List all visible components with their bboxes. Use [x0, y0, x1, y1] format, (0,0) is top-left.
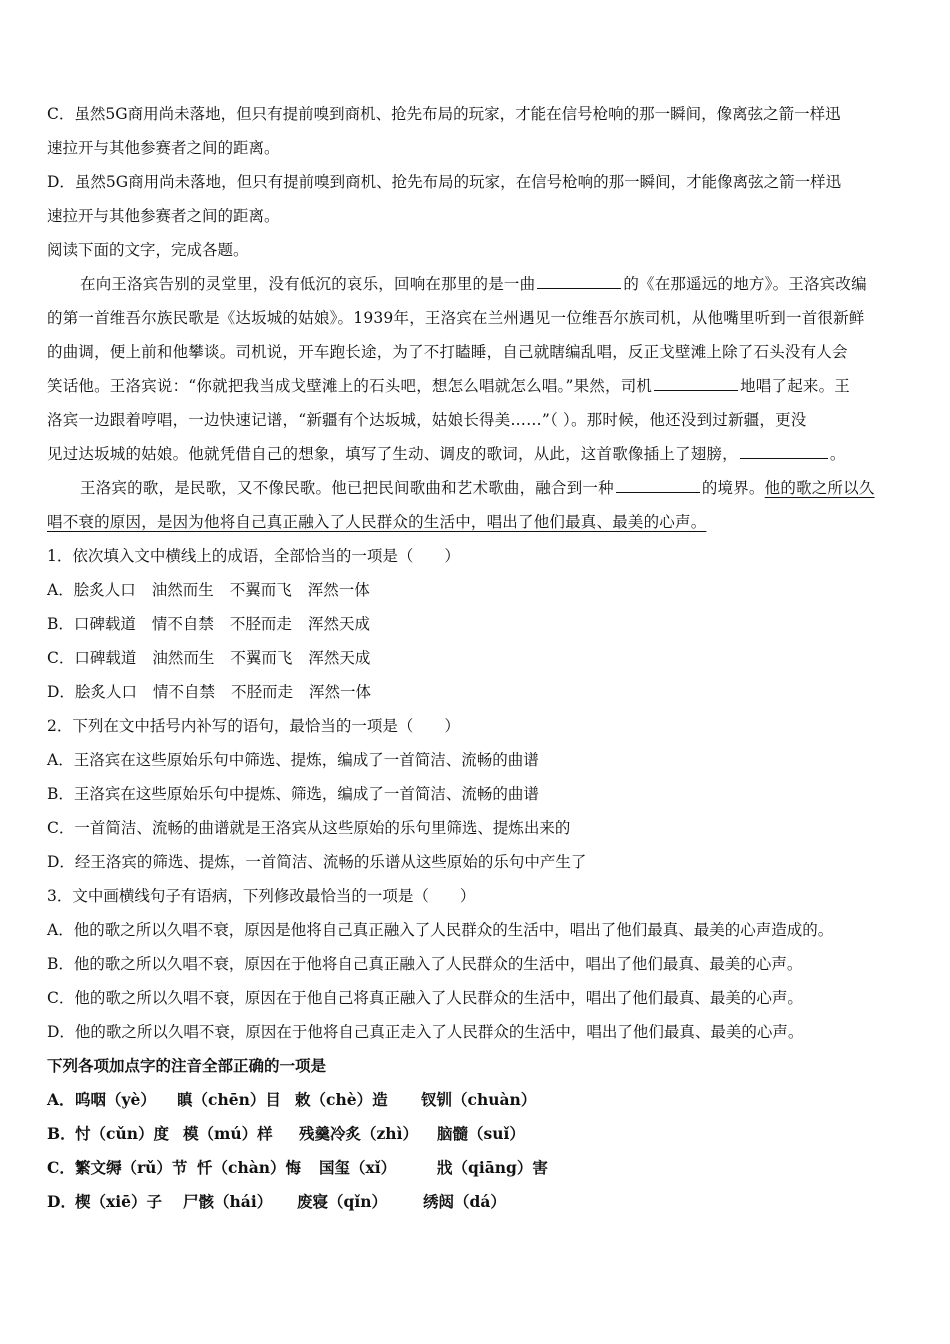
pinyin-option-c[interactable] — [47, 1151, 905, 1185]
option-item: 口碑载道 — [74, 649, 137, 667]
option-item: 国玺（xǐ） — [319, 1158, 397, 1177]
fill-blank-4 — [616, 474, 700, 493]
prev-option-c-line2: 速拉开与其他参赛者之间的距离。 — [47, 139, 280, 157]
option-item: 繁文缛（rǔ）节 — [75, 1158, 188, 1177]
fill-blank-1 — [537, 270, 621, 289]
option-label: D． — [47, 683, 75, 701]
option-label: B． — [47, 1124, 76, 1143]
option-item: 浑然天成 — [308, 649, 371, 667]
option-item: 忏（chàn）悔 — [197, 1158, 302, 1177]
option-item: 口碑载道 — [73, 615, 136, 633]
passage-p2-line2 — [47, 505, 905, 539]
reading-intro: 阅读下面的文字，完成各题。 — [47, 241, 249, 259]
option-item: 尸骸（hái） — [183, 1192, 273, 1211]
option-item: 钗钏（chuàn） — [421, 1090, 537, 1109]
q2-option-a[interactable]: A．王洛宾在这些原始乐句中筛选、提炼，编成了一首简洁、流畅的曲谱 — [47, 751, 539, 769]
q3-option-b[interactable]: B．他的歌之所以久唱不衰，原因在于他将自己真正融入了人民群众的生活中，唱出了他们最真、最美的心声。 — [47, 955, 803, 973]
option-label: A． — [47, 581, 74, 599]
prev-option-d-line2: 速拉开与其他参赛者之间的距离。 — [47, 207, 280, 225]
q2-option-d[interactable]: D．经王洛宾的筛选、提炼，一首简洁、流畅的乐谱从这些原始的乐句中产生了 — [47, 853, 587, 871]
option-label: A． — [47, 1090, 75, 1109]
q1-option-d[interactable] — [47, 675, 905, 709]
option-item: 敕（chè）造 — [295, 1090, 388, 1109]
pinyin-q-stem: 下列各项加点字的注音全部正确的一项是 — [47, 1056, 327, 1075]
q3-option-d[interactable]: D．他的歌之所以久唱不衰，原因在于他将自己真正走入了人民群众的生活中，唱出了他们最真、最美的心声。 — [47, 1023, 804, 1041]
underlined-sentence: 他的歌之所以久 — [764, 479, 875, 497]
q2-option-c[interactable]: C．一首简洁、流畅的曲谱就是王洛宾从这些原始的乐句里筛选、提炼出来的 — [47, 819, 571, 837]
prev-option-c-line1: C．虽然5G商用尚未落地，但只有提前嗅到商机、抢先布局的玩家，才能在信号枪响的那一瞬间，像离弦之箭一样迅 — [47, 105, 841, 123]
q1-option-a[interactable] — [47, 573, 905, 607]
option-label: B． — [47, 615, 74, 633]
option-item: 脑髓（suǐ） — [437, 1124, 525, 1143]
option-item: 废寝（qǐn） — [297, 1192, 387, 1211]
passage-p2-line1 — [47, 471, 905, 505]
passage-text: 在向王洛宾告别的灵堂里，没有低沉的哀乐，回响在那里的是一曲 — [80, 275, 536, 293]
option-item: 浑然天成 — [307, 615, 370, 633]
pinyin-option-a[interactable] — [47, 1083, 905, 1117]
q1-option-b[interactable] — [47, 607, 905, 641]
option-item: 浑然一体 — [308, 683, 371, 701]
passage-text: 的境界。 — [701, 479, 765, 497]
option-item: 残羹冷炙（zhì） — [299, 1124, 418, 1143]
passage-p1-line2: 的第一首维吾尔族民歌是《达坂城的姑娘》。1939年，王洛宾在兰州遇见一位维吾尔族司机，从他嘴里听到一首很新鲜 — [47, 309, 865, 327]
fill-blank-2 — [654, 372, 738, 391]
option-item: 浑然一体 — [307, 581, 370, 599]
fill-blank-3 — [740, 440, 828, 459]
option-label: D． — [47, 1192, 76, 1211]
option-item: 油然而生 — [152, 649, 215, 667]
q1-stem: 1．依次填入文中横线上的成语，全部恰当的一项是（ ） — [47, 547, 460, 565]
passage-text: 笑话他。王洛宾说：“你就把我当成戈壁滩上的石头吧，想怎么唱就怎么唱。”果然，司机 — [47, 377, 653, 395]
q3-option-c[interactable]: C．他的歌之所以久唱不衰，原因在于他自己将真正融入了人民群众的生活中，唱出了他们最真、最美的心声。 — [47, 989, 803, 1007]
prev-option-d-line1: D．虽然5G商用尚未落地，但只有提前嗅到商机、抢先布局的玩家，在信号枪响的那一瞬间，才能像离弦之箭一样迅 — [47, 173, 842, 191]
pinyin-option-b[interactable] — [47, 1117, 905, 1151]
passage-text: 的《在那遥远的地方》。王洛宾改编 — [623, 275, 867, 293]
option-item: 呜咽（yè） — [75, 1090, 156, 1109]
document-page — [47, 97, 905, 1219]
option-item: 油然而生 — [151, 581, 214, 599]
q2-option-b[interactable]: B．王洛宾在这些原始乐句中提炼、筛选，编成了一首简洁、流畅的曲谱 — [47, 785, 539, 803]
option-item: 情不自禁 — [151, 615, 214, 633]
passage-p1-line1 — [47, 267, 905, 301]
passage-text: 见过达坂城的姑娘。他就凭借自己的想象，填写了生动、调皮的歌词，从此，这首歌像插上了翅膀， — [47, 445, 738, 463]
passage-p1-line4 — [47, 369, 905, 403]
option-item: 脍炙人口 — [74, 683, 137, 701]
passage-text: 。 — [829, 445, 846, 463]
option-item: 绣闼（dá） — [423, 1192, 506, 1211]
q1-option-c[interactable] — [47, 641, 905, 675]
option-item: 忖（cǔn）度 — [75, 1124, 169, 1143]
option-item: 不翼而飞 — [229, 581, 292, 599]
option-item: 情不自禁 — [152, 683, 215, 701]
q3-stem: 3．文中画横线句子有语病，下列修改最恰当的一项是（ ） — [47, 887, 476, 905]
passage-text: 王洛宾的歌，是民歌，又不像民歌。他已把民间歌曲和艺术歌曲，融合到一种 — [80, 479, 614, 497]
option-item: 模（mú）样 — [183, 1124, 273, 1143]
option-item: 不胫而走 — [230, 683, 293, 701]
q3-option-a[interactable]: A．他的歌之所以久唱不衰，原因是他将自己真正融入了人民群众的生活中，唱出了他们最真、最美的心声造成的。 — [47, 921, 834, 939]
passage-text: 地唱了起来。王 — [740, 377, 851, 395]
pinyin-option-d[interactable] — [47, 1185, 905, 1219]
underlined-sentence: 唱不衰的原因，是因为他将自己真正融入了人民群众的生活中，唱出了他们最真、最美的心声。 — [47, 513, 707, 531]
option-item: 不翼而飞 — [230, 649, 293, 667]
option-label: C． — [47, 649, 75, 667]
q2-stem: 2．下列在文中括号内补写的语句，最恰当的一项是（ ） — [47, 717, 460, 735]
option-label: C． — [47, 1158, 75, 1177]
option-item: 脍炙人口 — [73, 581, 136, 599]
option-item: 楔（xiē）子 — [75, 1192, 162, 1211]
passage-p1-line5: 洛宾一边跟着哼唱，一边快速记谱，“新疆有个达坂城，姑娘长得美……”（ ）。那时候，他还没到过新疆，更没 — [47, 411, 807, 429]
option-item: 瞋（chēn）目 — [177, 1090, 281, 1109]
passage-p1-line3: 的曲调，便上前和他攀谈。司机说，开车跑长途，为了不打瞌睡，自己就瞎编乱唱，反正戈壁滩上除了石头没有人会 — [47, 343, 848, 361]
passage-p1-line6 — [47, 437, 905, 471]
option-item: 不胫而走 — [229, 615, 292, 633]
option-item: 戕（qiāng）害 — [437, 1158, 548, 1177]
